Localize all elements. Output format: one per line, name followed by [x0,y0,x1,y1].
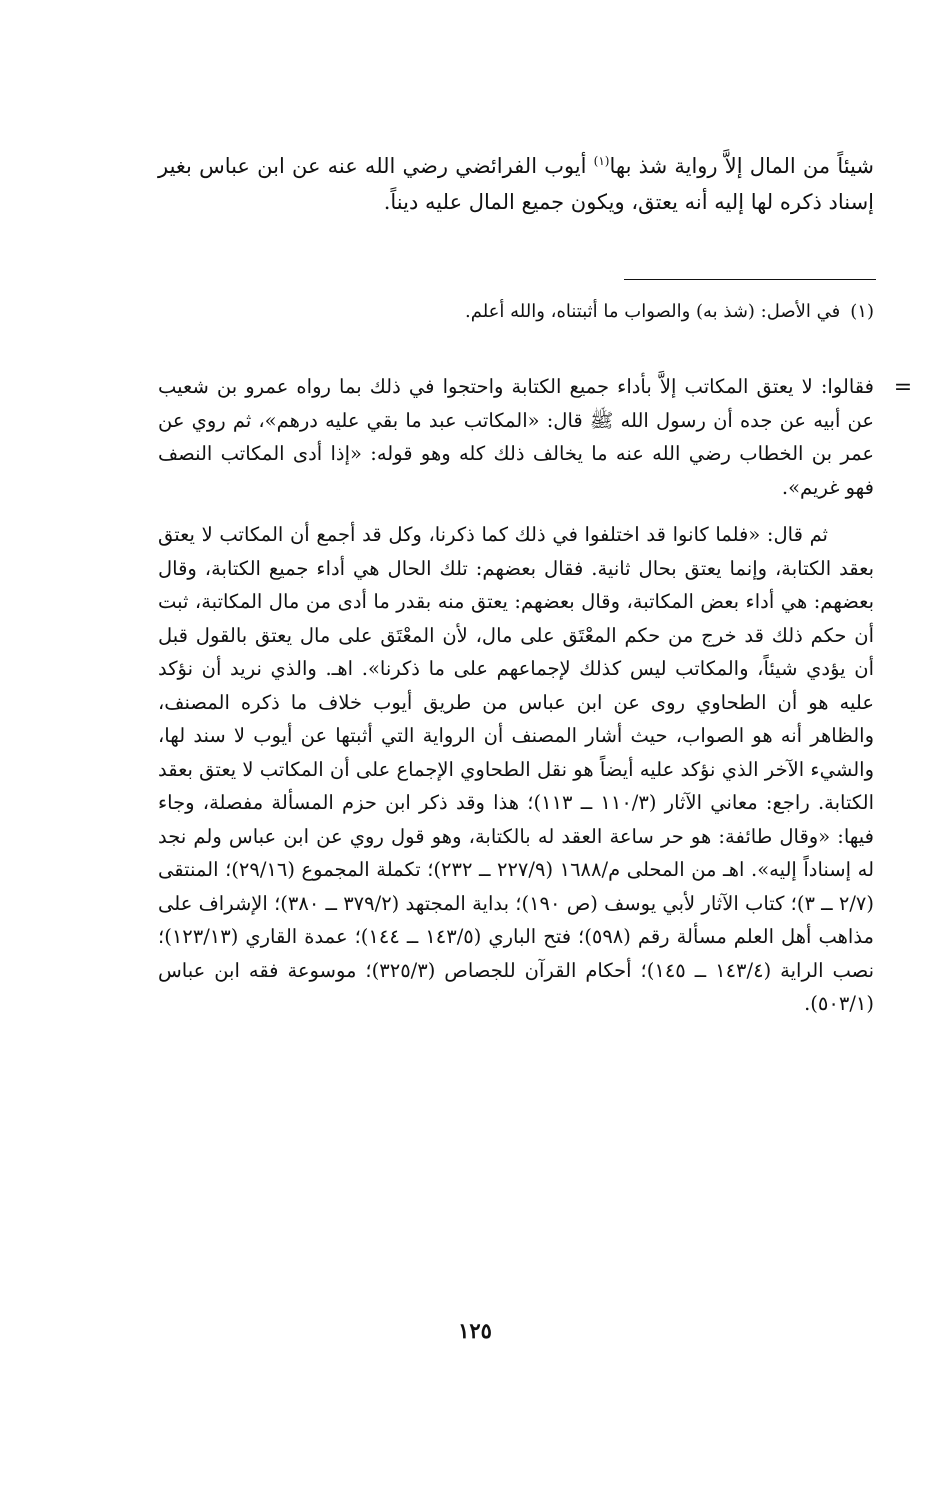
main-text-part1: شيئاً من المال إلاَّ رواية شذ بها [609,154,874,178]
main-paragraph [158,148,874,220]
continuation-mark: = [893,375,913,400]
footnote [158,297,874,327]
continued-footnote [158,370,874,1021]
footnote-text: في الأصل: (شذ به) والصواب ما أثبتناه، والله أعلم. [465,301,841,322]
continuation-paragraph-2: ثم قال: «فلما كانوا قد اختلفوا في ذلك كما ذكرنا، وكل قد أجمع أن المكاتب لا يعتق بعقد الكتابة، وإنما يعتق بحال ثانية. فقال بعضهم: تلك الحال هي أداء جميع الكتابة، وقال بعضهم: هي أداء بعض المكاتبة، وقال بعضهم: يعتق منه بقدر ما أدى من مال المكاتبة، ثبت أن حكم ذلك قد خرج من حكم المعْتَق على مال، لأن المعْتَق على مال يعتق بالقول قبل أن يؤدي شيئاً، والمكاتب ليس كذلك لإجماعهم على ما ذكرنا». اهـ. والذي نريد أن نؤكد عليه هو أن الطحاوي روى عن ابن عباس من طريق أيوب خلاف ما ذكره المصنف، والظاهر أنه هو الصواب، حيث أشار المصنف أن الرواية التي أثبتها عن أيوب لا سند لها، والشيء الآخر الذي نؤكد عليه أيضاً هو نقل الطحاوي الإجماع على أن المكاتب لا يعتق بعقد الكتابة. راجع: معاني الآثار (١١٠/٣ ــ ١١٣)؛ هذا وقد ذكر ابن حزم المسألة مفصلة، وجاء فيها: «وقال طائفة: هو حر ساعة العقد له بالكتابة، وهو قول روي عن ابن عباس ولم نجد له إسناداً إليه». اهـ من المحلى م/١٦٨٨ (٢٢٧/٩ ــ ٢٣٢)؛ تكملة المجموع (٢٩/١٦)؛ المنتقى (٢/٧ ــ ٣)؛ كتاب الآثار لأبي يوسف (ص ١٩٠)؛ بداية المجتهد (٣٧٩/٢ ــ ٣٨٠)؛ الإشراف على مذاهب أهل العلم مسألة رقم (٥٩٨)؛ فتح الباري (١٤٣/٥ ــ ١٤٤)؛ عمدة القاري (١٢٣/١٣)؛ نصب الراية (١٤٣/٤ ــ ١٤٥)؛ أحكام القرآن للجصاص (٣٢٥/٣)؛ موسوعة فقه ابن عباس (٥٠٣/١). [158,523,875,1015]
main-text-part2: أيوب الفرائضي رضي الله عنه عن ابن عباس بغير إسناد ذكره لها إليه أنه يعتق، ويكون جميع المال عليه ديناً. [158,154,874,214]
footnote-number: (١) [850,301,874,322]
footnote-reference: (١) [593,154,610,168]
footnote-divider [624,279,876,280]
continuation-paragraph-1: فقالوا: لا يعتق المكاتب إلاَّ بأداء جميع الكتابة واحتجوا في ذلك بما رواه عمرو بن شعيب عن أبيه عن جده أن رسول الله ﷺ قال: «المكاتب عبد ما بقي عليه درهم»، ثم روي عن عمر بن الخطاب رضي الله عنه ما يخالف ذلك كله وهو قوله: «إذا أدى المكاتب النصف فهو غريم». [158,375,874,499]
page-number: ١٢٥ [458,1318,492,1343]
main-text [158,148,874,220]
